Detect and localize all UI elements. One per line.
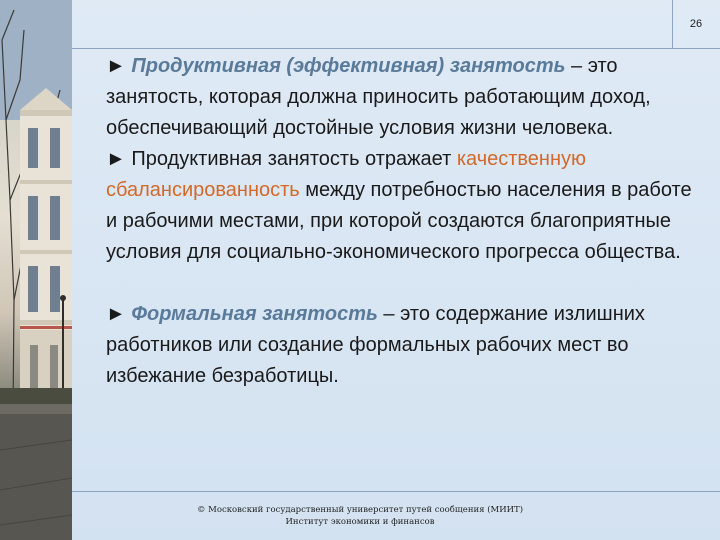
slide-body: [106, 51, 706, 392]
footer: [160, 504, 560, 528]
paragraph-productive-balance: [106, 144, 706, 268]
text-before-accent: Продуктивная занятость отражает: [131, 148, 457, 170]
paragraph-spacer: [106, 268, 706, 299]
bullet-marker: ►: [106, 55, 132, 77]
text-after-accent: между потребностью населения в работе и рабочими местами, при которой создаются благоприятные условия для социально-экономического прогресса общества.: [106, 179, 692, 263]
paragraph-formal-employment: [106, 299, 706, 392]
header-divider-horizontal: [72, 48, 720, 49]
definition-text: – это занятость, которая должна приносить работающим доход, обеспечивающий достойные условия жизни человека.: [106, 55, 651, 139]
term-formal-employment: Формальная занятость: [131, 303, 378, 325]
bullet-marker: ►: [106, 148, 132, 170]
bullet-marker: ►: [106, 303, 132, 325]
definition-text: – это содержание излишних работников или создание формальных рабочих мест во избежание безработицы.: [106, 303, 645, 387]
footer-divider: [72, 491, 720, 492]
accent-qualitative-balance: качественную сбалансированность: [106, 148, 587, 201]
slide-number: 26: [689, 18, 703, 30]
footer-copyright: © Московский государственный университет путей сообщения (МИИТ): [196, 505, 524, 515]
footer-institute: Институт экономики и финансов: [285, 517, 435, 527]
paragraph-productive-employment: [106, 51, 706, 144]
term-productive-employment: Продуктивная (эффективная) занятость: [131, 55, 566, 77]
building-photo: [0, 0, 72, 540]
